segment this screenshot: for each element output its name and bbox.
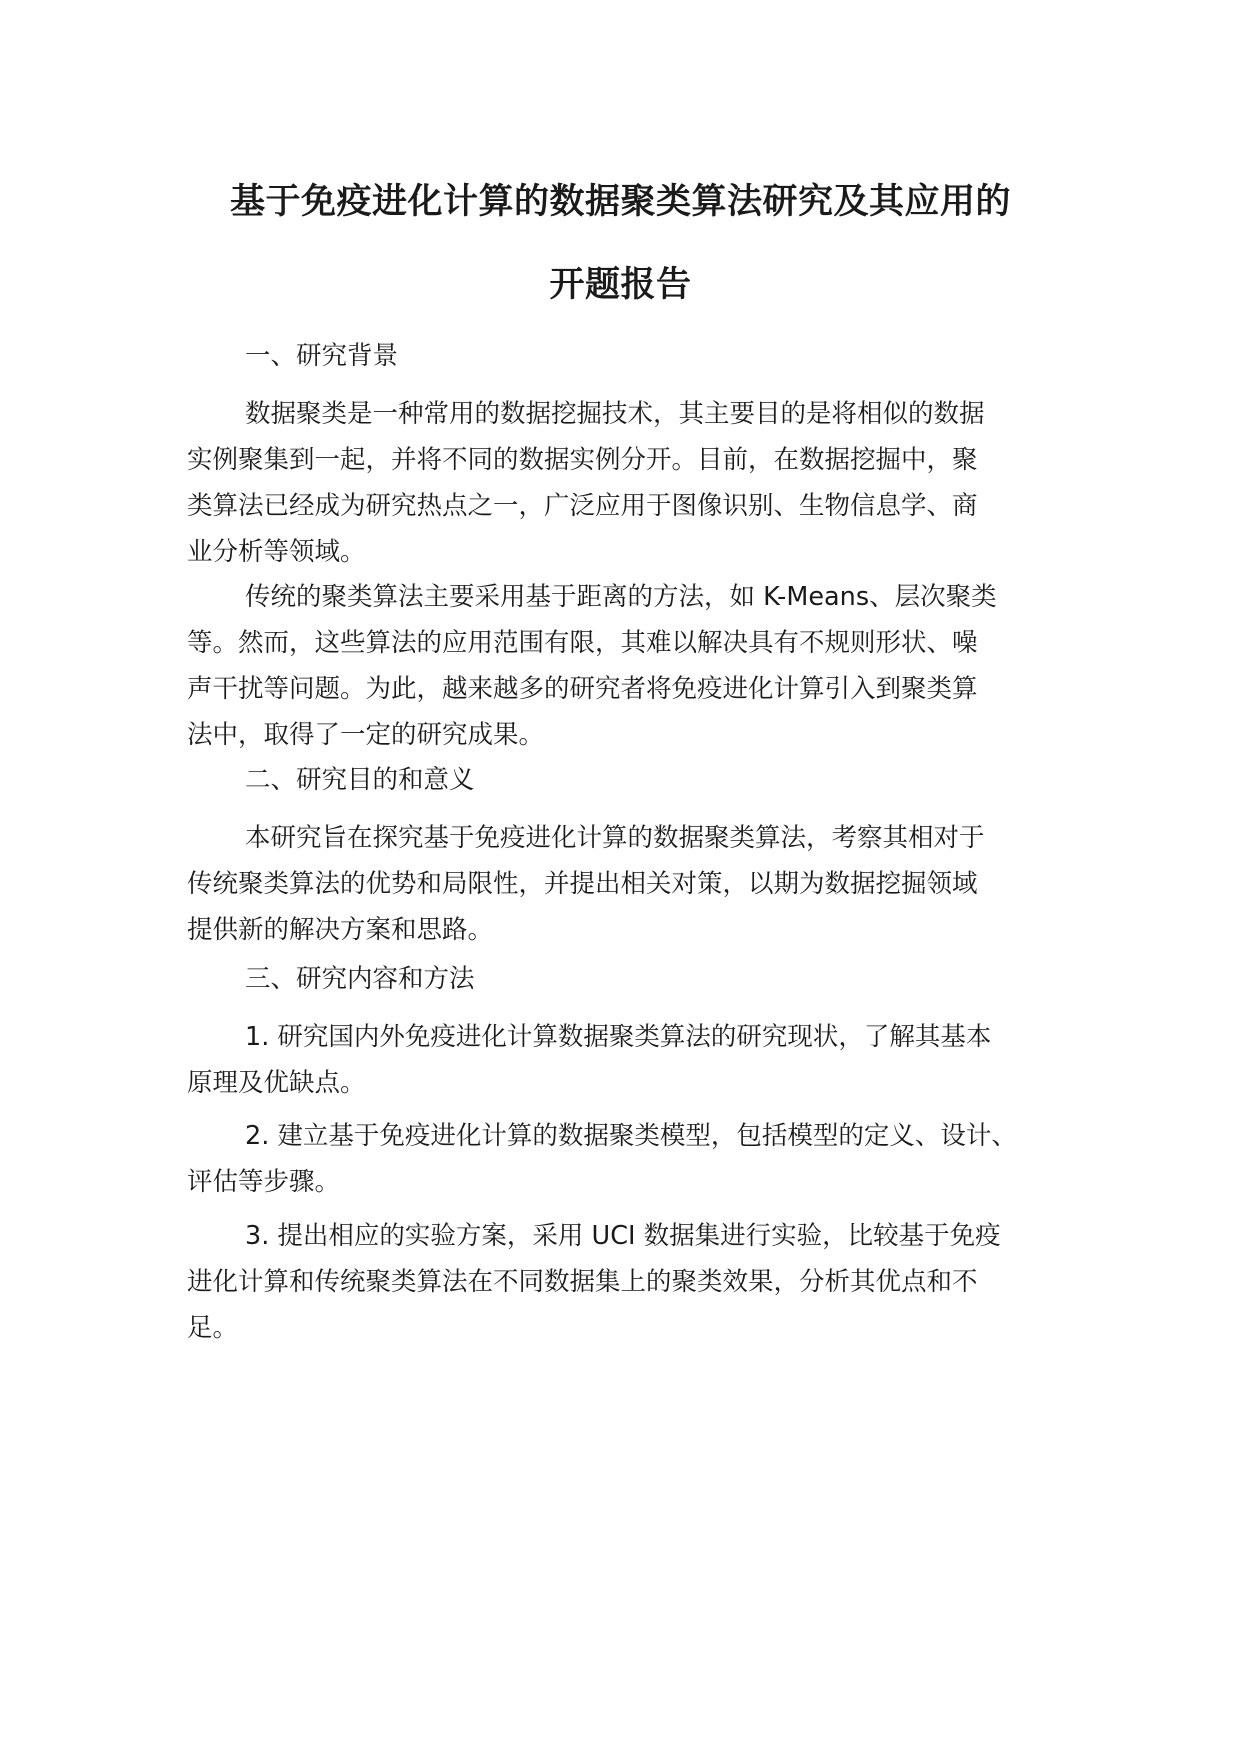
paragraph-line: 2. 建立基于免疫进化计算的数据聚类模型，包括模型的定义、设计、 [245, 1121, 1017, 1151]
paragraph-line: 传统聚类算法的优势和局限性，并提出相关对策，以期为数据挖掘领域 [187, 869, 978, 899]
paragraph-line: 进化计算和传统聚类算法在不同数据集上的聚类效果，分析其优点和不 [187, 1267, 978, 1297]
section-heading-text: 三、研究内容和方法 [245, 964, 475, 994]
paragraph-line: 原理及优缺点。 [187, 1068, 366, 1098]
paragraph-line: 法中，取得了一定的研究成果。 [187, 720, 545, 750]
paragraph-line: 业分析等领域。 [187, 537, 366, 567]
paragraph-line: 3. 提出相应的实验方案，采用 UCI 数据集进行实验，比较基于免疫 [245, 1221, 1001, 1251]
section-heading-methods [187, 956, 1057, 1002]
paragraph-line: 足。 [187, 1313, 239, 1343]
paragraph-line: 提供新的解决方案和思路。 [187, 915, 494, 945]
paragraph-line: 等。然而，这些算法的应用范围有限，其难以解决具有不规则形状、噪 [187, 628, 978, 658]
list-item-3 [187, 1213, 1057, 1351]
paragraph-background-2 [187, 574, 1057, 758]
list-item-1 [187, 1014, 1057, 1106]
paragraph-line: 评估等步骤。 [187, 1167, 341, 1197]
paragraph-purpose [187, 815, 1057, 953]
section-heading-text: 二、研究目的和意义 [245, 765, 475, 795]
list-item-2 [187, 1113, 1057, 1205]
document-title-line-1: 基于免疫进化计算的数据聚类算法研究及其应用的 [229, 182, 1011, 222]
paragraph-line: 1. 研究国内外免疫进化计算数据聚类算法的研究现状，了解其基本 [245, 1022, 992, 1052]
paragraph-line: 传统的聚类算法主要采用基于距离的方法，如 K-Means、层次聚类 [245, 582, 997, 612]
section-heading-text: 一、研究背景 [245, 341, 399, 371]
paragraph-line: 实例聚集到一起，并将不同的数据实例分开。目前，在数据挖掘中，聚 [187, 445, 978, 475]
paragraph-line: 声干扰等问题。为此，越来越多的研究者将免疫进化计算引入到聚类算 [187, 674, 978, 704]
paragraph-line: 数据聚类是一种常用的数据挖掘技术，其主要目的是将相似的数据 [245, 399, 985, 429]
paragraph-line: 类算法已经成为研究热点之一，广泛应用于图像识别、生物信息学、商 [187, 491, 978, 521]
section-heading-purpose [187, 757, 1057, 803]
section-heading-background [187, 333, 1057, 379]
document-title-line-2: 开题报告 [549, 265, 692, 305]
paragraph-line: 本研究旨在探究基于免疫进化计算的数据聚类算法，考察其相对于 [245, 823, 985, 853]
paragraph-background-1 [187, 391, 1057, 575]
